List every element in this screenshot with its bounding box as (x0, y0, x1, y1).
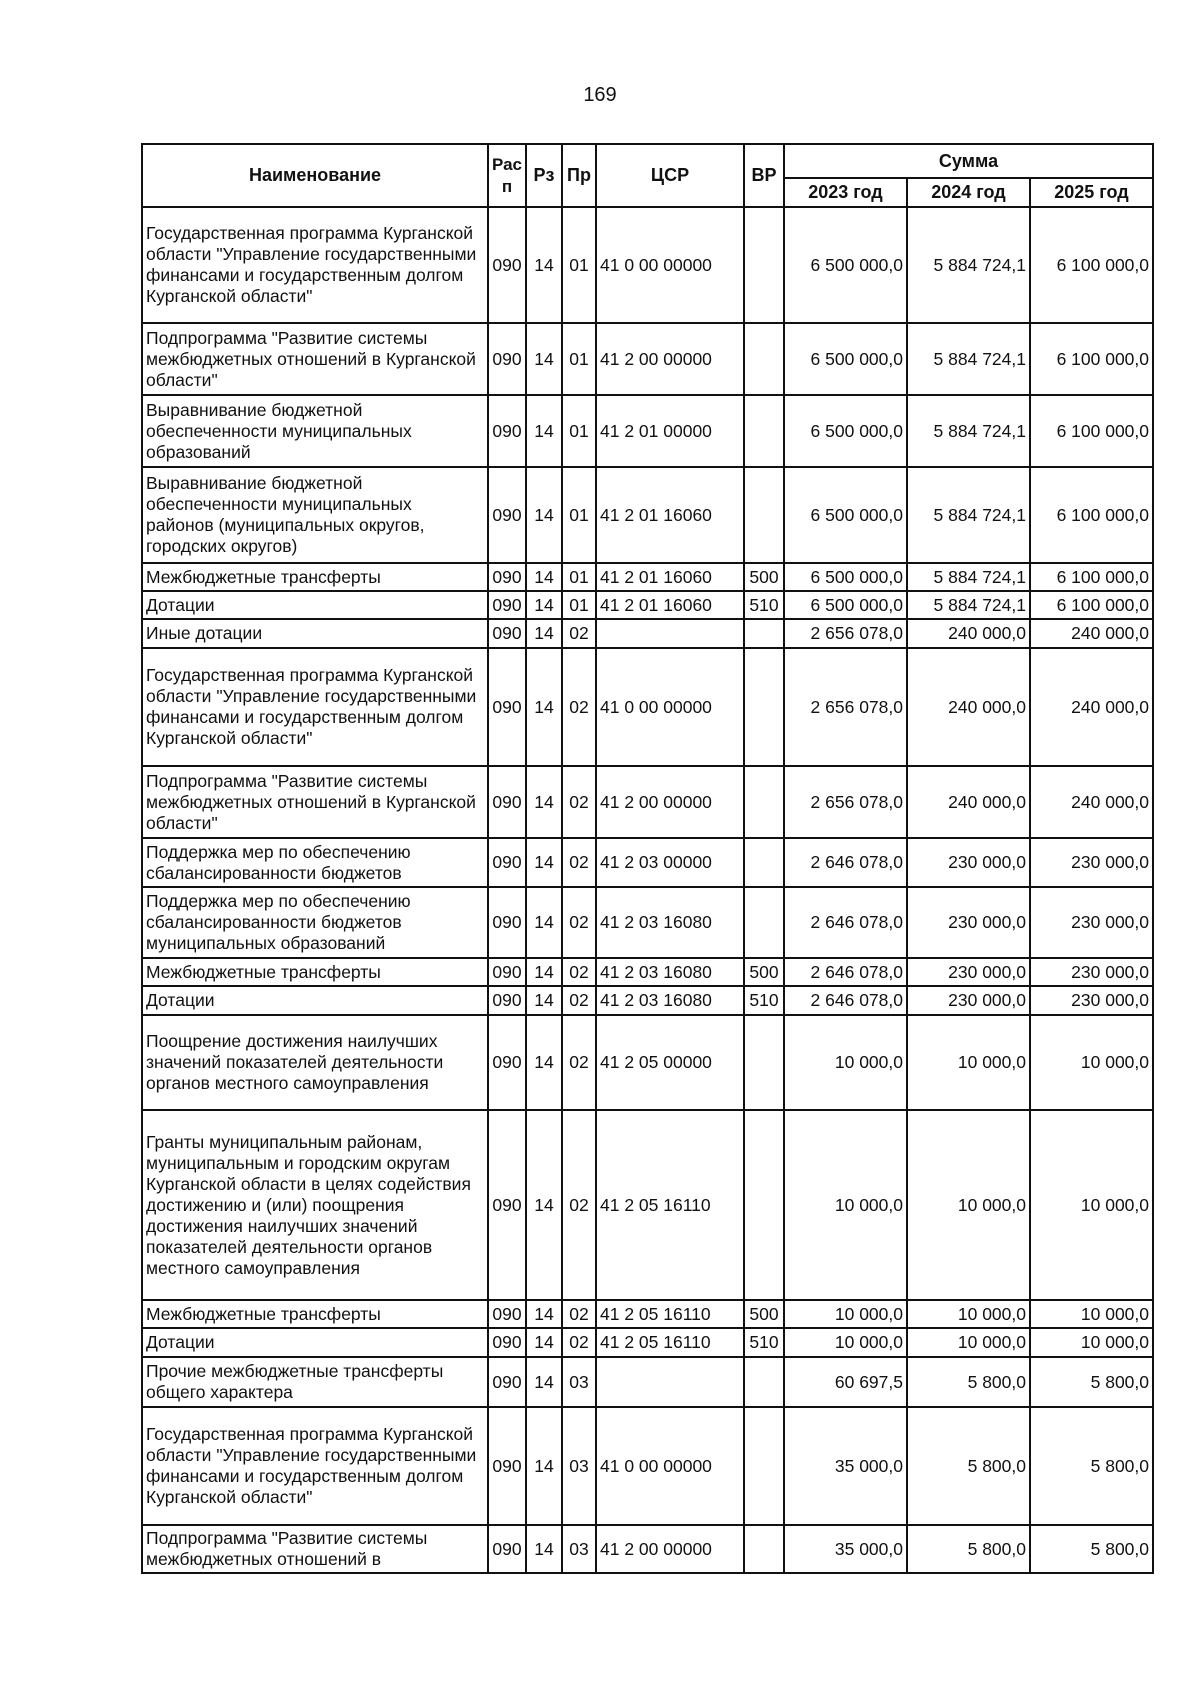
table-row (142, 648, 1153, 766)
row-sum-2024: 10 000,0 (907, 1300, 1030, 1328)
row-rasp: 090 (488, 1015, 526, 1110)
row-rz: 14 (526, 1110, 562, 1300)
table-row (142, 591, 1153, 619)
header-vr: ВР (744, 144, 784, 207)
row-csr (596, 1357, 744, 1407)
row-name: Межбюджетные трансферты (142, 1300, 488, 1328)
row-sum-2023: 60 697,5 (784, 1357, 907, 1407)
row-name: Поддержка мер по обеспечению сбалансированности бюджетов муниципальных образований (142, 887, 488, 958)
row-csr: 41 2 01 16060 (596, 467, 744, 563)
row-sum-2023: 6 500 000,0 (784, 563, 907, 591)
row-name: Поддержка мер по обеспечению сбалансированности бюджетов (142, 838, 488, 887)
row-csr: 41 2 05 16110 (596, 1328, 744, 1357)
table-row (142, 838, 1153, 887)
row-rz: 14 (526, 1328, 562, 1357)
row-pr: 01 (562, 563, 596, 591)
header-year-2024: 2024 год (907, 178, 1030, 207)
table-row (142, 1407, 1153, 1525)
row-sum-2024: 5 884 724,1 (907, 591, 1030, 619)
row-sum-2023: 10 000,0 (784, 1110, 907, 1300)
row-sum-2025: 6 100 000,0 (1030, 563, 1153, 591)
row-csr: 41 0 00 00000 (596, 648, 744, 766)
row-rz: 14 (526, 648, 562, 766)
header-year-2025: 2025 год (1030, 178, 1153, 207)
table-row (142, 1328, 1153, 1357)
row-vr (744, 323, 784, 395)
table-row (142, 619, 1153, 648)
row-rasp: 090 (488, 1407, 526, 1525)
row-name: Поощрение достижения наилучших значений показателей деятельности органов местного самоуправления (142, 1015, 488, 1110)
table-row (142, 958, 1153, 986)
row-name: Подпрограмма "Развитие системы межбюджетных отношений в Курганской области" (142, 323, 488, 395)
row-sum-2025: 6 100 000,0 (1030, 323, 1153, 395)
row-rasp: 090 (488, 766, 526, 838)
row-rz: 14 (526, 591, 562, 619)
row-pr: 02 (562, 1300, 596, 1328)
row-rasp: 090 (488, 1328, 526, 1357)
row-pr: 02 (562, 958, 596, 986)
row-sum-2025: 10 000,0 (1030, 1300, 1153, 1328)
row-sum-2024: 5 800,0 (907, 1407, 1030, 1525)
budget-table (141, 143, 1154, 1574)
row-sum-2024: 240 000,0 (907, 619, 1030, 648)
row-vr: 500 (744, 958, 784, 986)
row-pr: 02 (562, 648, 596, 766)
row-sum-2025: 230 000,0 (1030, 838, 1153, 887)
row-sum-2024: 10 000,0 (907, 1328, 1030, 1357)
row-csr: 41 0 00 00000 (596, 207, 744, 323)
row-sum-2025: 6 100 000,0 (1030, 467, 1153, 563)
table-row (142, 395, 1153, 467)
row-sum-2023: 2 656 078,0 (784, 619, 907, 648)
row-rasp: 090 (488, 648, 526, 766)
row-sum-2025: 230 000,0 (1030, 887, 1153, 958)
row-vr (744, 1407, 784, 1525)
page-number: 169 (583, 84, 617, 106)
row-vr (744, 1015, 784, 1110)
row-pr: 01 (562, 323, 596, 395)
row-rasp: 090 (488, 1525, 526, 1573)
row-sum-2025: 240 000,0 (1030, 766, 1153, 838)
table-row (142, 766, 1153, 838)
row-rz: 14 (526, 323, 562, 395)
row-pr: 02 (562, 1328, 596, 1357)
row-rz: 14 (526, 766, 562, 838)
row-sum-2024: 5 884 724,1 (907, 467, 1030, 563)
row-pr: 01 (562, 395, 596, 467)
row-name: Дотации (142, 1328, 488, 1357)
row-rasp: 090 (488, 619, 526, 648)
row-vr (744, 887, 784, 958)
row-sum-2024: 240 000,0 (907, 648, 1030, 766)
row-sum-2024: 5 800,0 (907, 1357, 1030, 1407)
row-pr: 02 (562, 1110, 596, 1300)
table-row (142, 1110, 1153, 1300)
row-csr: 41 2 05 16110 (596, 1300, 744, 1328)
row-sum-2024: 5 884 724,1 (907, 323, 1030, 395)
row-csr: 41 2 01 16060 (596, 591, 744, 619)
row-sum-2023: 35 000,0 (784, 1525, 907, 1573)
row-rz: 14 (526, 563, 562, 591)
row-sum-2023: 2 656 078,0 (784, 766, 907, 838)
table-row (142, 1525, 1153, 1573)
row-sum-2024: 230 000,0 (907, 958, 1030, 986)
table-row (142, 467, 1153, 563)
row-rz: 14 (526, 1300, 562, 1328)
row-sum-2023: 2 656 078,0 (784, 648, 907, 766)
row-rz: 14 (526, 887, 562, 958)
row-name: Подпрограмма "Развитие системы межбюджетных отношений в (142, 1525, 488, 1573)
row-sum-2024: 5 884 724,1 (907, 395, 1030, 467)
row-sum-2023: 2 646 078,0 (784, 838, 907, 887)
row-rz: 14 (526, 958, 562, 986)
row-rz: 14 (526, 619, 562, 648)
row-sum-2024: 230 000,0 (907, 986, 1030, 1015)
row-rasp: 090 (488, 467, 526, 563)
row-sum-2024: 240 000,0 (907, 766, 1030, 838)
row-csr: 41 2 03 00000 (596, 838, 744, 887)
row-vr (744, 619, 784, 648)
row-vr (744, 395, 784, 467)
row-rasp: 090 (488, 1110, 526, 1300)
row-pr: 02 (562, 1015, 596, 1110)
row-rasp: 090 (488, 207, 526, 323)
row-vr: 510 (744, 591, 784, 619)
row-name: Гранты муниципальным районам, муниципальным и городским округам Курганской области в целях содействия достижению и (или) поощрения достижения наилучших значений показателей деятельности органов местного самоуправления (142, 1110, 488, 1300)
row-name: Государственная программа Курганской области "Управление государственными финансами и государственным долгом Курганской области" (142, 648, 488, 766)
row-pr: 03 (562, 1525, 596, 1573)
row-vr (744, 1357, 784, 1407)
header-name: Наименование (142, 144, 488, 207)
row-pr: 01 (562, 591, 596, 619)
row-sum-2025: 10 000,0 (1030, 1328, 1153, 1357)
row-pr: 03 (562, 1407, 596, 1525)
row-sum-2024: 10 000,0 (907, 1015, 1030, 1110)
header-rz: Рз (526, 144, 562, 207)
row-csr: 41 2 05 00000 (596, 1015, 744, 1110)
header-year-2023: 2023 год (784, 178, 907, 207)
header-csr: ЦСР (596, 144, 744, 207)
row-csr: 41 2 03 16080 (596, 986, 744, 1015)
row-name: Прочие межбюджетные трансферты общего характера (142, 1357, 488, 1407)
row-sum-2025: 6 100 000,0 (1030, 395, 1153, 467)
row-rasp: 090 (488, 395, 526, 467)
row-rasp: 090 (488, 563, 526, 591)
row-csr: 41 0 00 00000 (596, 1407, 744, 1525)
row-csr: 41 2 03 16080 (596, 958, 744, 986)
row-sum-2025: 240 000,0 (1030, 648, 1153, 766)
header-rasp: Рас п (488, 144, 526, 207)
row-sum-2024: 5 800,0 (907, 1525, 1030, 1573)
row-name: Дотации (142, 986, 488, 1015)
row-vr: 510 (744, 986, 784, 1015)
row-rz: 14 (526, 395, 562, 467)
row-csr: 41 2 00 00000 (596, 766, 744, 838)
row-sum-2023: 35 000,0 (784, 1407, 907, 1525)
row-pr: 02 (562, 986, 596, 1015)
row-name: Межбюджетные трансферты (142, 563, 488, 591)
row-csr: 41 2 05 16110 (596, 1110, 744, 1300)
row-sum-2025: 240 000,0 (1030, 619, 1153, 648)
row-sum-2024: 230 000,0 (907, 838, 1030, 887)
table-row (142, 887, 1153, 958)
row-sum-2023: 6 500 000,0 (784, 323, 907, 395)
row-name: Государственная программа Курганской области "Управление государственными финансами и государственным долгом Курганской области" (142, 207, 488, 323)
row-csr: 41 2 00 00000 (596, 323, 744, 395)
row-csr: 41 2 01 00000 (596, 395, 744, 467)
row-rasp: 090 (488, 323, 526, 395)
row-pr: 02 (562, 766, 596, 838)
row-sum-2023: 2 646 078,0 (784, 986, 907, 1015)
row-name: Иные дотации (142, 619, 488, 648)
row-rz: 14 (526, 207, 562, 323)
table-row (142, 986, 1153, 1015)
row-name: Выравнивание бюджетной обеспеченности муниципальных образований (142, 395, 488, 467)
row-sum-2023: 10 000,0 (784, 1015, 907, 1110)
row-sum-2025: 6 100 000,0 (1030, 207, 1153, 323)
row-sum-2024: 10 000,0 (907, 1110, 1030, 1300)
header-pr: Пр (562, 144, 596, 207)
row-sum-2023: 10 000,0 (784, 1328, 907, 1357)
row-rasp: 090 (488, 1357, 526, 1407)
row-pr: 01 (562, 467, 596, 563)
row-rasp: 090 (488, 958, 526, 986)
row-rz: 14 (526, 986, 562, 1015)
row-sum-2025: 5 800,0 (1030, 1407, 1153, 1525)
row-pr: 03 (562, 1357, 596, 1407)
row-rz: 14 (526, 1407, 562, 1525)
table-row (142, 1300, 1153, 1328)
row-sum-2023: 10 000,0 (784, 1300, 907, 1328)
row-pr: 01 (562, 207, 596, 323)
row-vr (744, 648, 784, 766)
row-sum-2024: 5 884 724,1 (907, 207, 1030, 323)
row-sum-2025: 5 800,0 (1030, 1357, 1153, 1407)
row-csr: 41 2 03 16080 (596, 887, 744, 958)
table-row (142, 207, 1153, 323)
row-sum-2023: 6 500 000,0 (784, 591, 907, 619)
table-row (142, 1015, 1153, 1110)
row-name: Подпрограмма "Развитие системы межбюджетных отношений в Курганской области" (142, 766, 488, 838)
row-rasp: 090 (488, 591, 526, 619)
row-sum-2025: 230 000,0 (1030, 986, 1153, 1015)
row-vr: 500 (744, 1300, 784, 1328)
row-rz: 14 (526, 467, 562, 563)
table-row (142, 563, 1153, 591)
row-sum-2023: 6 500 000,0 (784, 395, 907, 467)
row-name: Дотации (142, 591, 488, 619)
row-sum-2024: 5 884 724,1 (907, 563, 1030, 591)
row-sum-2025: 5 800,0 (1030, 1525, 1153, 1573)
row-vr (744, 1525, 784, 1573)
row-vr (744, 207, 784, 323)
row-sum-2023: 6 500 000,0 (784, 207, 907, 323)
row-sum-2025: 6 100 000,0 (1030, 591, 1153, 619)
header-sum: Сумма (784, 144, 1153, 178)
row-sum-2023: 2 646 078,0 (784, 887, 907, 958)
row-rz: 14 (526, 838, 562, 887)
row-vr (744, 766, 784, 838)
row-sum-2025: 10 000,0 (1030, 1015, 1153, 1110)
row-pr: 02 (562, 838, 596, 887)
row-csr (596, 619, 744, 648)
row-csr: 41 2 00 00000 (596, 1525, 744, 1573)
row-pr: 02 (562, 887, 596, 958)
row-sum-2023: 6 500 000,0 (784, 467, 907, 563)
table-row (142, 323, 1153, 395)
row-csr: 41 2 01 16060 (596, 563, 744, 591)
row-vr (744, 467, 784, 563)
row-vr (744, 1110, 784, 1300)
row-sum-2025: 10 000,0 (1030, 1110, 1153, 1300)
table-row (142, 1357, 1153, 1407)
row-rasp: 090 (488, 838, 526, 887)
row-name: Государственная программа Курганской области "Управление государственными финансами и государственным долгом Курганской области" (142, 1407, 488, 1525)
row-vr: 510 (744, 1328, 784, 1357)
row-pr: 02 (562, 619, 596, 648)
row-name: Выравнивание бюджетной обеспеченности муниципальных районов (муниципальных округов, городских округов) (142, 467, 488, 563)
row-vr (744, 838, 784, 887)
row-rz: 14 (526, 1525, 562, 1573)
row-vr: 500 (744, 563, 784, 591)
row-rasp: 090 (488, 887, 526, 958)
row-rz: 14 (526, 1357, 562, 1407)
row-rz: 14 (526, 1015, 562, 1110)
row-rasp: 090 (488, 1300, 526, 1328)
row-rasp: 090 (488, 986, 526, 1015)
row-sum-2025: 230 000,0 (1030, 958, 1153, 986)
row-name: Межбюджетные трансферты (142, 958, 488, 986)
row-sum-2024: 230 000,0 (907, 887, 1030, 958)
row-sum-2023: 2 646 078,0 (784, 958, 907, 986)
